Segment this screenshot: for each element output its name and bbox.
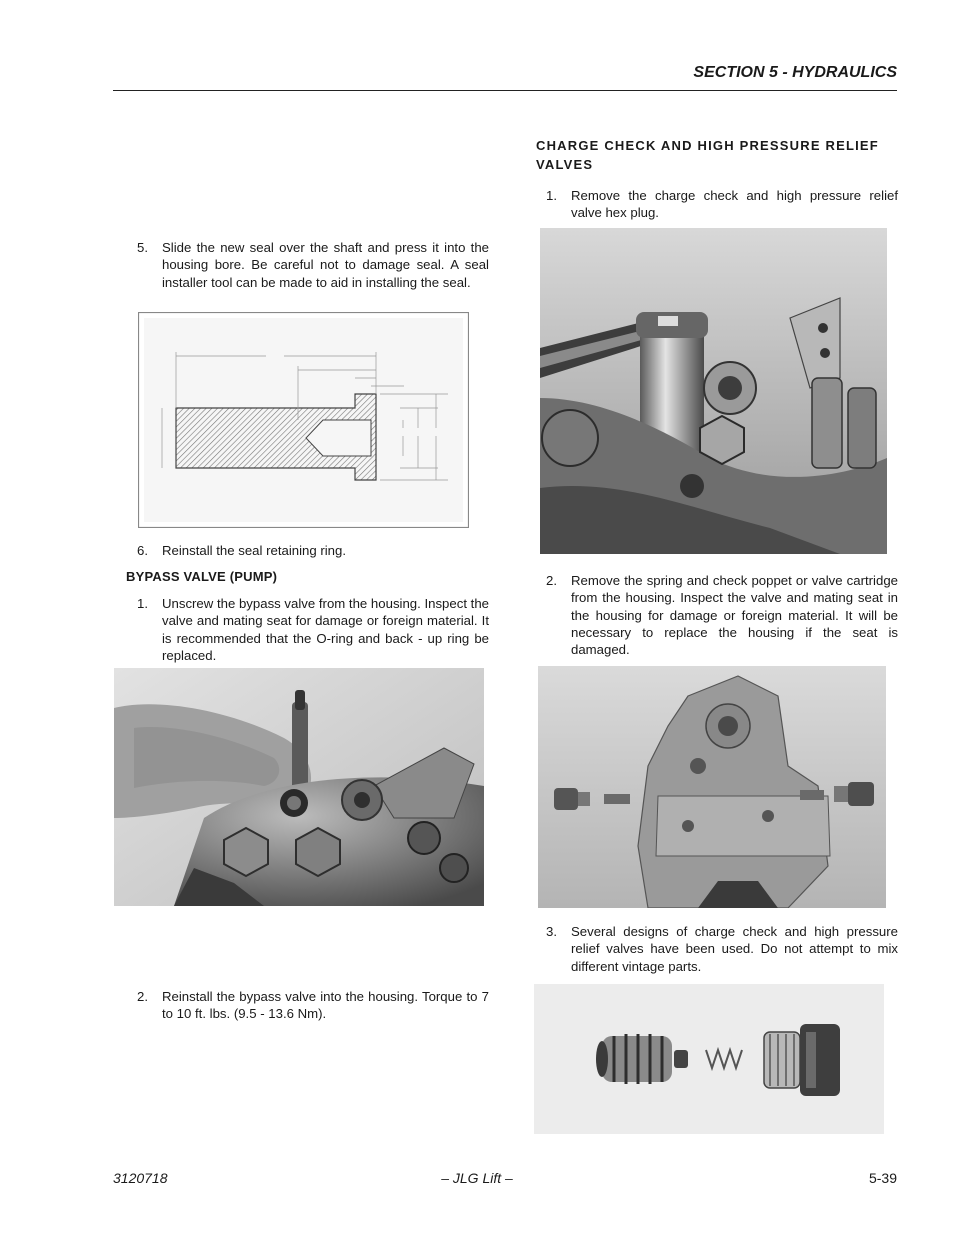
step-text: Remove the spring and check poppet or valve cartridge from the housing. Inspect the valve and mating seat in the housing for damage or foreign material. It will be necessary to replace the housing if the seat is damaged. [571,573,898,658]
charge-check-heading: CHARGE CHECK AND HIGH PRESSURE RELIEF VALVES [536,138,879,172]
step-number: 6. [137,543,148,558]
bypass-valve-photo [114,668,484,906]
step-number: 5. [137,240,148,255]
charge-step-1 [546,187,898,223]
section-title: SECTION 5 - HYDRAULICS [693,64,897,81]
step-5 [137,239,489,309]
step-6 [137,542,489,560]
step-text: Reinstall the bypass valve into the housing. Torque to 7 to 10 ft. lbs. (9.5 - 13.6 Nm). [162,989,489,1022]
step-number: 3. [546,924,557,939]
seal-installer-tool-drawing [138,312,469,528]
step-text: Slide the new seal over the shaft and press it into the housing bore. Be careful not to damage seal. A seal installer tool can be made to aid in installing the seal. [162,240,489,290]
step-text: Several designs of charge check and high pressure relief valves have been used. Do not attempt to mix different vintage parts. [571,924,898,974]
bypass-step-1 [137,595,489,665]
valve-parts-photo [534,984,884,1134]
hex-plug-removal-photo [540,228,887,554]
footer-brand: – JLG Lift – [441,1170,513,1186]
page-number: 5-39 [868,1170,897,1186]
step-number: 2. [546,573,557,588]
step-text: Remove the charge check and high pressure relief valve hex plug. [571,188,898,221]
step-number: 1. [137,596,148,611]
charge-step-2 [546,572,898,660]
step-number: 1. [546,188,557,203]
charge-step-3 [546,923,898,977]
step-text: Unscrew the bypass valve from the housing. Inspect the valve and mating seat for damage or foreign material. It is recommended that the O-ring and back - up ring be replaced. [162,596,489,663]
bypass-step-2 [137,988,489,1024]
step-text: Reinstall the seal retaining ring. [162,543,346,558]
valve-cartridge-photo [538,666,886,908]
bypass-valve-heading: BYPASS VALVE (PUMP) [126,569,278,584]
step-number: 2. [137,989,148,1004]
document-number: 3120718 [113,1170,168,1186]
header-rule [113,90,897,91]
